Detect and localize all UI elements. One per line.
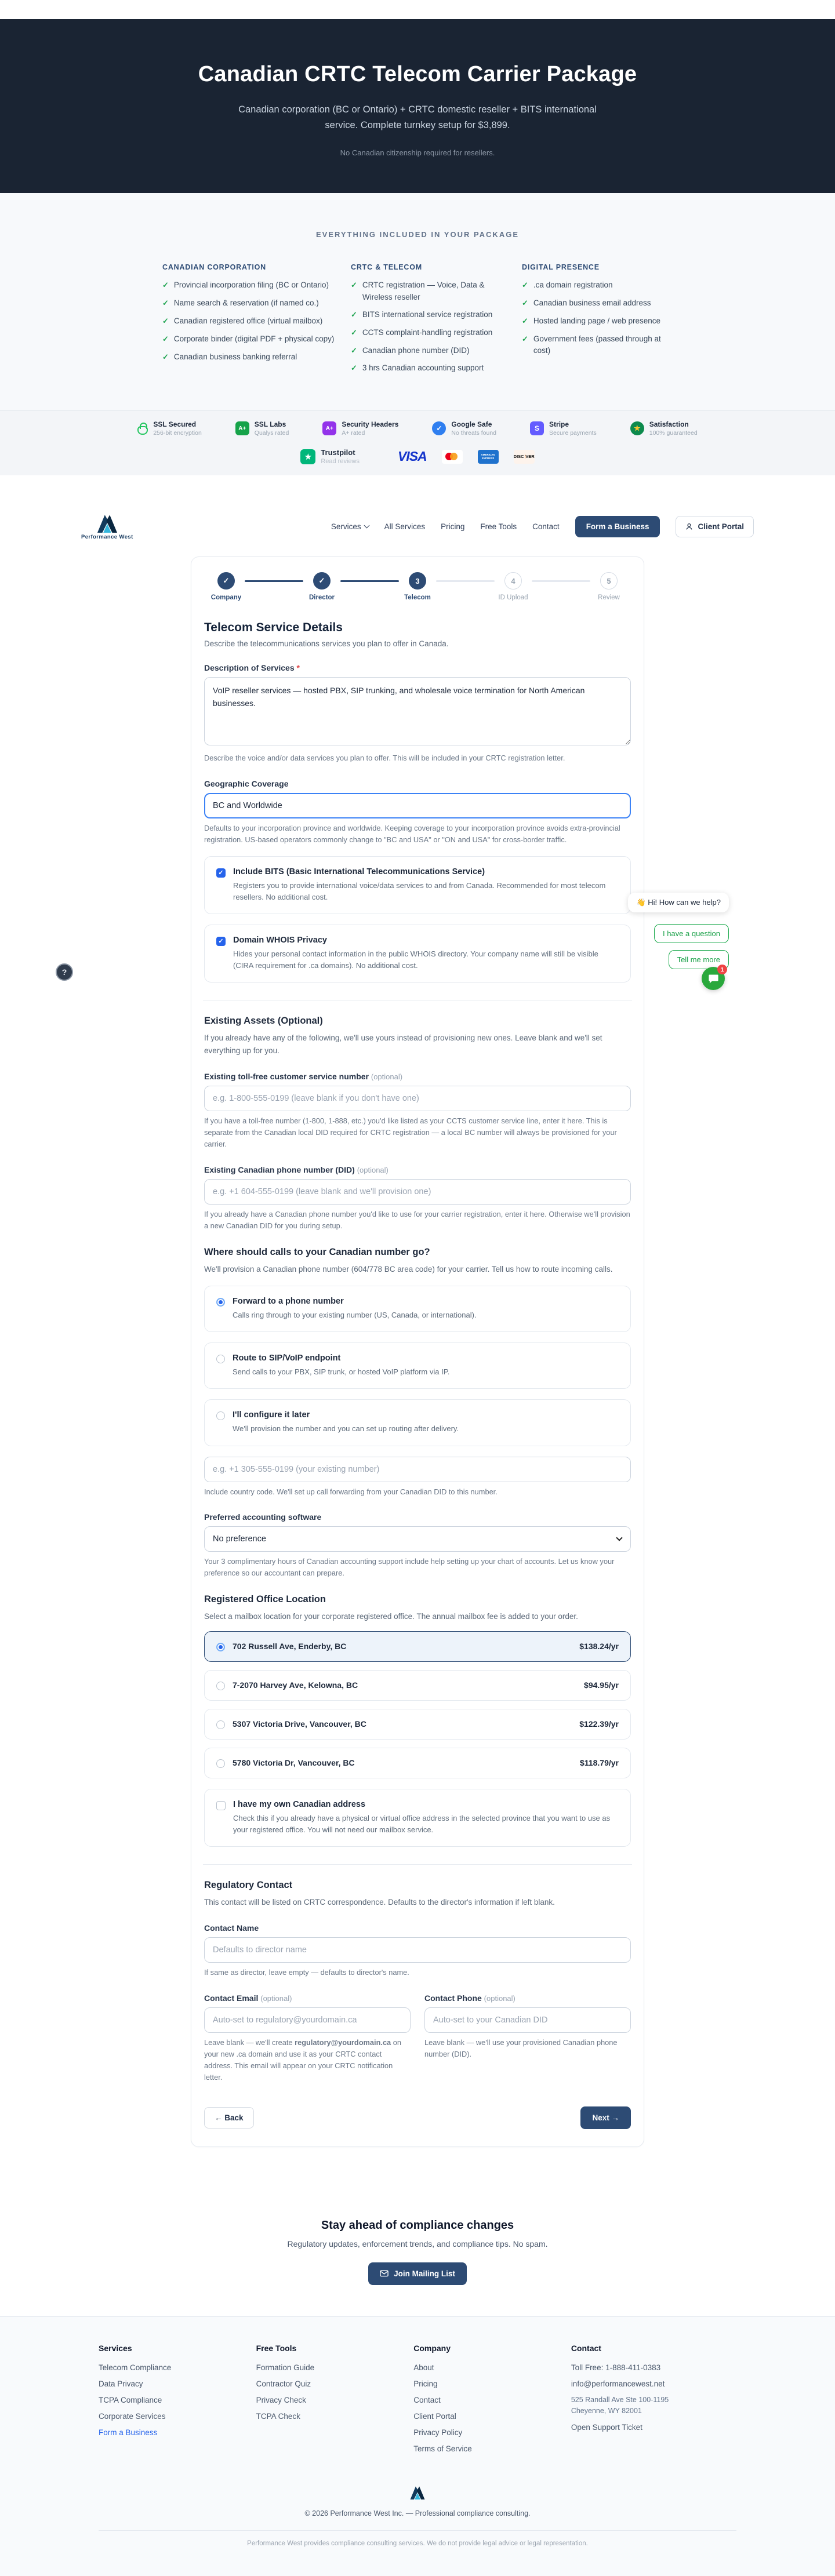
radio-icon[interactable] [216, 1720, 225, 1729]
check-icon: ✓ [351, 363, 357, 373]
routing-option-sip[interactable]: Route to SIP/VoIP endpoint Send calls to your PBX, SIP trunk, or hosted VoIP platform via IP. [204, 1342, 631, 1389]
step-review[interactable]: 5 Review [590, 572, 627, 601]
chat-quick-reply-question[interactable]: I have a question [654, 924, 729, 943]
step-company[interactable]: ✓ Company [208, 572, 245, 601]
chat-unread-badge: 1 [717, 965, 727, 974]
footer-link-data-privacy[interactable]: Data Privacy [99, 2379, 143, 2388]
footer-col-services: Services Telecom Compliance Data Privacy TCPA Compliance Corporate Services Form a Business [99, 2344, 256, 2461]
newsletter-heading: Stay ahead of compliance changes [321, 2218, 514, 2232]
form-title: Telecom Service Details [204, 621, 343, 635]
envelope-icon [380, 2270, 389, 2277]
newsletter-section [0, 2185, 835, 2316]
radio-icon[interactable] [216, 1759, 225, 1768]
included-item: ✓ .ca domain registration [522, 279, 673, 292]
office-option-enderby[interactable]: 702 Russell Ave, Enderby, BC $138.24/yr [204, 1631, 631, 1662]
included-item: ✓ Hosted landing page / web presence [522, 315, 673, 328]
routing-option-forward[interactable]: Forward to a phone number Calls ring through to your existing number (US, Canada, or international). [204, 1286, 631, 1332]
accounting-software-help: Your 3 complimentary hours of Canadian accounting support include help setting up your chart of accounts. Let us know your preference so our accountant can prepare. [204, 1557, 615, 1578]
included-item: ✓ 3 hrs Canadian accounting support [351, 362, 507, 374]
client-portal-button[interactable]: Client Portal [676, 516, 754, 537]
included-item: ✓ Name search & reservation (if named co.) [162, 297, 336, 310]
footer-link-telecom-compliance[interactable]: Telecom Compliance [99, 2363, 172, 2372]
trustpilot-star-icon: ★ [300, 449, 315, 464]
step-number: 5 [600, 572, 618, 590]
next-button[interactable]: Next → [580, 2106, 631, 2129]
amex-icon: AMERICAN EXPRESS [478, 450, 499, 464]
nav-services[interactable]: Services [331, 522, 369, 531]
included-item: ✓ Canadian business email address [522, 297, 673, 310]
chat-launcher-button[interactable] [702, 967, 725, 990]
geographic-coverage-label: Geographic Coverage [204, 778, 289, 788]
hero-section [0, 19, 835, 193]
check-icon: ✓ [162, 316, 169, 326]
hero-note: No Canadian citizenship required for resellers. [340, 148, 495, 158]
star-icon: ★ [630, 421, 644, 435]
brand-name: Performance West [81, 534, 133, 541]
existing-assets-sub: If you already have any of the following, we'll use yours instead of provisioning new ones. Leave blank and we'll set everything up for you. [204, 1034, 602, 1055]
footer-link-privacy-check[interactable]: Privacy Check [256, 2395, 306, 2404]
included-item: ✓ CRTC registration — Voice, Data & Wireless reseller [351, 279, 507, 303]
step-connector [532, 580, 590, 581]
check-icon: ✓ [351, 310, 357, 319]
shield-check-icon: ✓ [432, 421, 446, 435]
footer-email[interactable]: info@performancewest.net [571, 2379, 665, 2388]
footer-phone[interactable]: Toll Free: 1-888-411-0383 [571, 2363, 661, 2372]
contact-phone-label: Contact Phone (optional) [424, 1993, 515, 2003]
step-connector [436, 580, 495, 581]
did-input[interactable] [204, 1179, 631, 1205]
own-address-checkbox-card[interactable]: I have my own Canadian address Check this if you already have a physical or virtual office address in the selected province that you want to use as your registered office. You will not need our mailbox service. [204, 1789, 631, 1847]
footer-open-support-ticket[interactable]: Open Support Ticket [571, 2422, 642, 2432]
included-item: ✓ Canadian registered office (virtual mailbox) [162, 315, 336, 328]
accounting-software-label: Preferred accounting software [204, 1512, 322, 1522]
chevron-down-icon [364, 523, 369, 529]
page-title: Canadian CRTC Telecom Carrier Package [198, 62, 637, 86]
call-routing-sub: We'll provision a Canadian phone number (604/778 BC area code) for your carrier. Tell us how to route incoming calls. [204, 1264, 613, 1274]
footer-link-about[interactable]: About [413, 2363, 434, 2372]
included-item: ✓ Corporate binder (digital PDF + physical copy) [162, 333, 336, 345]
footer-link-client-portal[interactable]: Client Portal [413, 2411, 456, 2421]
office-price: $94.95/yr [584, 1680, 619, 1690]
required-asterisk: * [296, 663, 300, 673]
step-check-icon: ✓ [217, 572, 235, 590]
geographic-coverage-input[interactable] [204, 793, 631, 818]
office-option-kelowna[interactable]: 7-2070 Harvey Ave, Kelowna, BC $94.95/yr [204, 1670, 631, 1701]
trustpilot-widget[interactable]: ★ Trustpilot Read reviews [300, 448, 360, 465]
step-telecom[interactable]: 3 Telecom [399, 572, 436, 601]
security-headers-grade-icon: A+ [322, 421, 336, 435]
top-strip [0, 0, 835, 19]
office-price: $138.24/yr [579, 1642, 619, 1651]
form-subtitle: Describe the telecommunications services you plan to offer in Canada. [204, 639, 449, 649]
radio-selected-icon[interactable] [216, 1643, 225, 1651]
contact-email-help: Leave blank — we'll create regulatory@yourdomain.ca on your new .ca domain and use it as your CRTC contact address. This email will appear on your CRTC notification letter. [204, 2038, 401, 2082]
section-divider [203, 1864, 632, 1865]
check-icon: ✓ [522, 281, 528, 290]
form-card [191, 556, 644, 2146]
chat-quick-reply-tell-me-more[interactable]: Tell me more [669, 950, 729, 969]
footer-col-company: Company About Pricing Contact Client Portal Privacy Policy Terms of Service [413, 2344, 571, 2461]
checkbox-icon[interactable] [216, 1801, 226, 1810]
chat-bubble-icon [708, 974, 719, 984]
footer-link-tcpa-compliance[interactable]: TCPA Compliance [99, 2395, 162, 2404]
step-id-upload[interactable]: 4 ID Upload [495, 572, 532, 601]
checkbox-checked-icon[interactable]: ✓ [216, 868, 226, 878]
geographic-coverage-help: Defaults to your incorporation province and worldwide. Keeping coverage to your incorporation province avoids extra-provincial registration. US-based operators commonly change to "BC and USA" or "ON and USA" for cross-border traffic. [204, 823, 620, 844]
lock-icon [137, 426, 148, 435]
step-connector [245, 580, 303, 581]
included-item: ✓ BITS international service registration [351, 309, 507, 321]
step-director[interactable]: ✓ Director [303, 572, 340, 601]
accounting-software-select[interactable] [204, 1526, 631, 1552]
nav-free-tools[interactable]: Free Tools [480, 522, 517, 532]
nav-contact[interactable]: Contact [532, 522, 560, 532]
check-icon: ✓ [162, 334, 169, 343]
did-label: Existing Canadian phone number (DID) (optional) [204, 1165, 389, 1174]
description-label: Description of Services * [204, 663, 300, 673]
included-column-title: DIGITAL PRESENCE [522, 263, 600, 272]
badge-stripe: S Stripe Secure payments [530, 420, 597, 436]
brand-logo[interactable] [81, 513, 133, 540]
footer-address-line2: Cheyenne, WY 82001 [571, 2406, 642, 2415]
contact-phone-help: Leave blank — we'll use your provisioned Canadian phone number (DID). [424, 2038, 618, 2059]
bits-checkbox-card[interactable]: ✓ Include BITS (Basic International Telecommunications Service) Registers you to provide international voice/data services to and from Canada. Recommended for most telecom resellers. No additional cost. [204, 856, 631, 914]
routing-option-later[interactable]: I'll configure it later We'll provision the number and you can set up routing after delivery. [204, 1399, 631, 1446]
join-mailing-list-button[interactable]: Join Mailing List [368, 2262, 467, 2285]
check-icon: ✓ [522, 299, 528, 308]
radio-selected-icon[interactable] [216, 1298, 225, 1307]
footer-link-tcpa-check[interactable]: TCPA Check [256, 2411, 300, 2421]
chat-greeting-bubble: 👋 Hi! How can we help? [628, 893, 729, 912]
ssl-labs-grade-icon: A+ [235, 421, 249, 435]
footer-disclaimer: Performance West provides compliance consulting services. We do not provide legal advice or legal representation. [247, 2539, 588, 2547]
office-price: $118.79/yr [580, 1758, 619, 1768]
package-included-section [0, 193, 835, 410]
description-textarea[interactable] [204, 677, 631, 745]
badge-ssl-secured: SSL Secured 256-bit encryption [137, 420, 201, 436]
contact-name-help: If same as director, leave empty — defaults to director's name. [204, 1968, 409, 1977]
nav-pricing[interactable]: Pricing [441, 522, 465, 532]
included-column-corporation [162, 263, 336, 380]
contact-email-input[interactable] [204, 2007, 411, 2033]
check-icon: ✓ [351, 345, 357, 355]
whois-privacy-checkbox-card[interactable]: ✓ Domain WHOIS Privacy Hides your personal contact information in the public WHOIS directory. Your company name will still be visible (CIRA requirement for .ca domains). No additional cost. [204, 925, 631, 983]
existing-assets-heading: Existing Assets (Optional) [204, 1016, 323, 1027]
check-icon: ✓ [522, 334, 528, 343]
footer-col-contact: Contact Toll Free: 1-888-411-0383 info@performancewest.net 525 Randall Ave Ste 100-1195 Cheyenne, WY 82001 Open Support Ticket [571, 2344, 736, 2461]
navbar [81, 507, 754, 548]
office-location-sub: Select a mailbox location for your corporate registered office. The annual mailbox fee is added to your order. [204, 1612, 578, 1621]
tollfree-input[interactable] [204, 1086, 631, 1111]
check-icon: ✓ [162, 299, 169, 308]
forwarding-number-help: Include country code. We'll set up call forwarding from your Canadian DID to this number. [204, 1487, 498, 1496]
footer-link-corporate-services[interactable]: Corporate Services [99, 2411, 166, 2421]
check-icon: ✓ [351, 281, 357, 290]
included-item: ✓ CCTS complaint-handling registration [351, 327, 507, 339]
check-icon: ✓ [351, 328, 357, 337]
form-a-business-button[interactable]: Form a Business [575, 516, 660, 537]
footer-copyright: © 2026 Performance West Inc. — Professional compliance consulting. [304, 2509, 531, 2517]
nav-all-services[interactable]: All Services [384, 522, 426, 532]
mountain-logo-icon [95, 513, 119, 533]
footer-mountain-logo-icon [409, 2485, 426, 2499]
did-help: If you already have a Canadian phone number you'd like to use for your carrier registration, enter it here. Otherwise we'll provision a new Canadian DID for you during setup. [204, 1209, 630, 1230]
step-number: 4 [504, 572, 522, 590]
radio-icon[interactable] [216, 1682, 225, 1690]
office-option-victoria-dr[interactable]: 5780 Victoria Dr, Vancouver, BC $118.79/yr [204, 1748, 631, 1778]
included-item: ✓ Government fees (passed through at cost) [522, 333, 673, 357]
footer-link-terms[interactable]: Terms of Service [413, 2444, 472, 2453]
tollfree-help: If you have a toll-free number (1-800, 1-888, etc.) you'd like listed as your CCTS customer service line, enter it here. This is separate from the Canadian local DID required for CRTC registration — a local BC number will always be provisioned for your carrier. [204, 1116, 617, 1149]
badge-satisfaction: ★ Satisfaction 100% guaranteed [630, 420, 698, 436]
badge-security-headers: A+ Security Headers A+ rated [322, 420, 398, 436]
included-item: ✓ Provincial incorporation filing (BC or Ontario) [162, 279, 336, 292]
stepper [204, 571, 631, 613]
footer-address-line1: 525 Randall Ave Ste 100-1195 [571, 2395, 669, 2404]
included-column-crtc [351, 263, 507, 380]
accessibility-help-button[interactable]: ? [56, 963, 73, 981]
footer-col-free-tools: Free Tools Formation Guide Contractor Quiz Privacy Check TCPA Check [256, 2344, 414, 2461]
trust-badges-strip [0, 410, 835, 475]
office-location-heading: Registered Office Location [204, 1594, 326, 1604]
footer [0, 2316, 835, 2576]
regulatory-contact-heading: Regulatory Contact [204, 1879, 293, 1890]
step-number: 3 [409, 572, 426, 590]
call-routing-heading: Where should calls to your Canadian number go? [204, 1246, 430, 1257]
step-check-icon: ✓ [313, 572, 331, 590]
visa-icon: VISA [397, 449, 427, 464]
back-button[interactable]: ← Back [204, 2107, 254, 2129]
included-label: EVERYTHING INCLUDED IN YOUR PACKAGE [315, 230, 519, 239]
included-item: ✓ Canadian business banking referral [162, 351, 336, 363]
tollfree-label: Existing toll-free customer service number (optional) [204, 1072, 403, 1082]
regulatory-contact-sub: This contact will be listed on CRTC correspondence. Defaults to the director's information if left blank. [204, 1897, 555, 1906]
stripe-icon: S [530, 421, 544, 435]
footer-link-contact[interactable]: Contact [413, 2395, 441, 2404]
office-price: $122.39/yr [579, 1719, 619, 1729]
included-column-digital [522, 263, 673, 380]
check-icon: ✓ [522, 316, 528, 326]
included-item: ✓ Canadian phone number (DID) [351, 345, 507, 357]
footer-link-privacy-policy[interactable]: Privacy Policy [413, 2428, 463, 2437]
footer-link-contractor-quiz[interactable]: Contractor Quiz [256, 2379, 311, 2388]
office-option-victoria-drive[interactable]: 5307 Victoria Drive, Vancouver, BC $122.39/yr [204, 1709, 631, 1740]
mastercard-icon [442, 450, 463, 464]
contact-email-label: Contact Email (optional) [204, 1993, 292, 2003]
footer-divider [99, 2530, 736, 2531]
radio-icon[interactable] [216, 1411, 225, 1420]
contact-name-input[interactable] [204, 1937, 631, 1963]
check-icon: ✓ [162, 352, 169, 361]
footer-link-form-a-business[interactable]: Form a Business [99, 2428, 158, 2437]
person-icon [685, 523, 693, 530]
step-connector [340, 580, 399, 581]
radio-icon[interactable] [216, 1355, 225, 1363]
included-column-title: CRTC & TELECOM [351, 263, 422, 272]
footer-link-pricing[interactable]: Pricing [413, 2379, 438, 2388]
forwarding-number-input[interactable] [204, 1457, 631, 1482]
footer-link-formation-guide[interactable]: Formation Guide [256, 2363, 315, 2372]
hero-subtitle: Canadian corporation (BC or Ontario) + CRTC domestic reseller + BITS international service. Complete turnkey setup for $3,899. [238, 104, 597, 131]
contact-name-label: Contact Name [204, 1923, 259, 1933]
discover-icon: DISC VER [514, 450, 535, 464]
newsletter-sub: Regulatory updates, enforcement trends, and compliance tips. No spam. [287, 2239, 548, 2248]
included-column-title: CANADIAN CORPORATION [162, 263, 266, 272]
badge-google-safe: ✓ Google Safe No threats found [432, 420, 496, 436]
contact-phone-input[interactable] [424, 2007, 631, 2033]
badge-ssl-labs: A+ SSL Labs Qualys rated [235, 420, 289, 436]
checkbox-checked-icon[interactable]: ✓ [216, 937, 226, 946]
description-help: Describe the voice and/or data services you plan to offer. This will be included in your CRTC registration letter. [204, 754, 565, 763]
check-icon: ✓ [162, 281, 169, 290]
